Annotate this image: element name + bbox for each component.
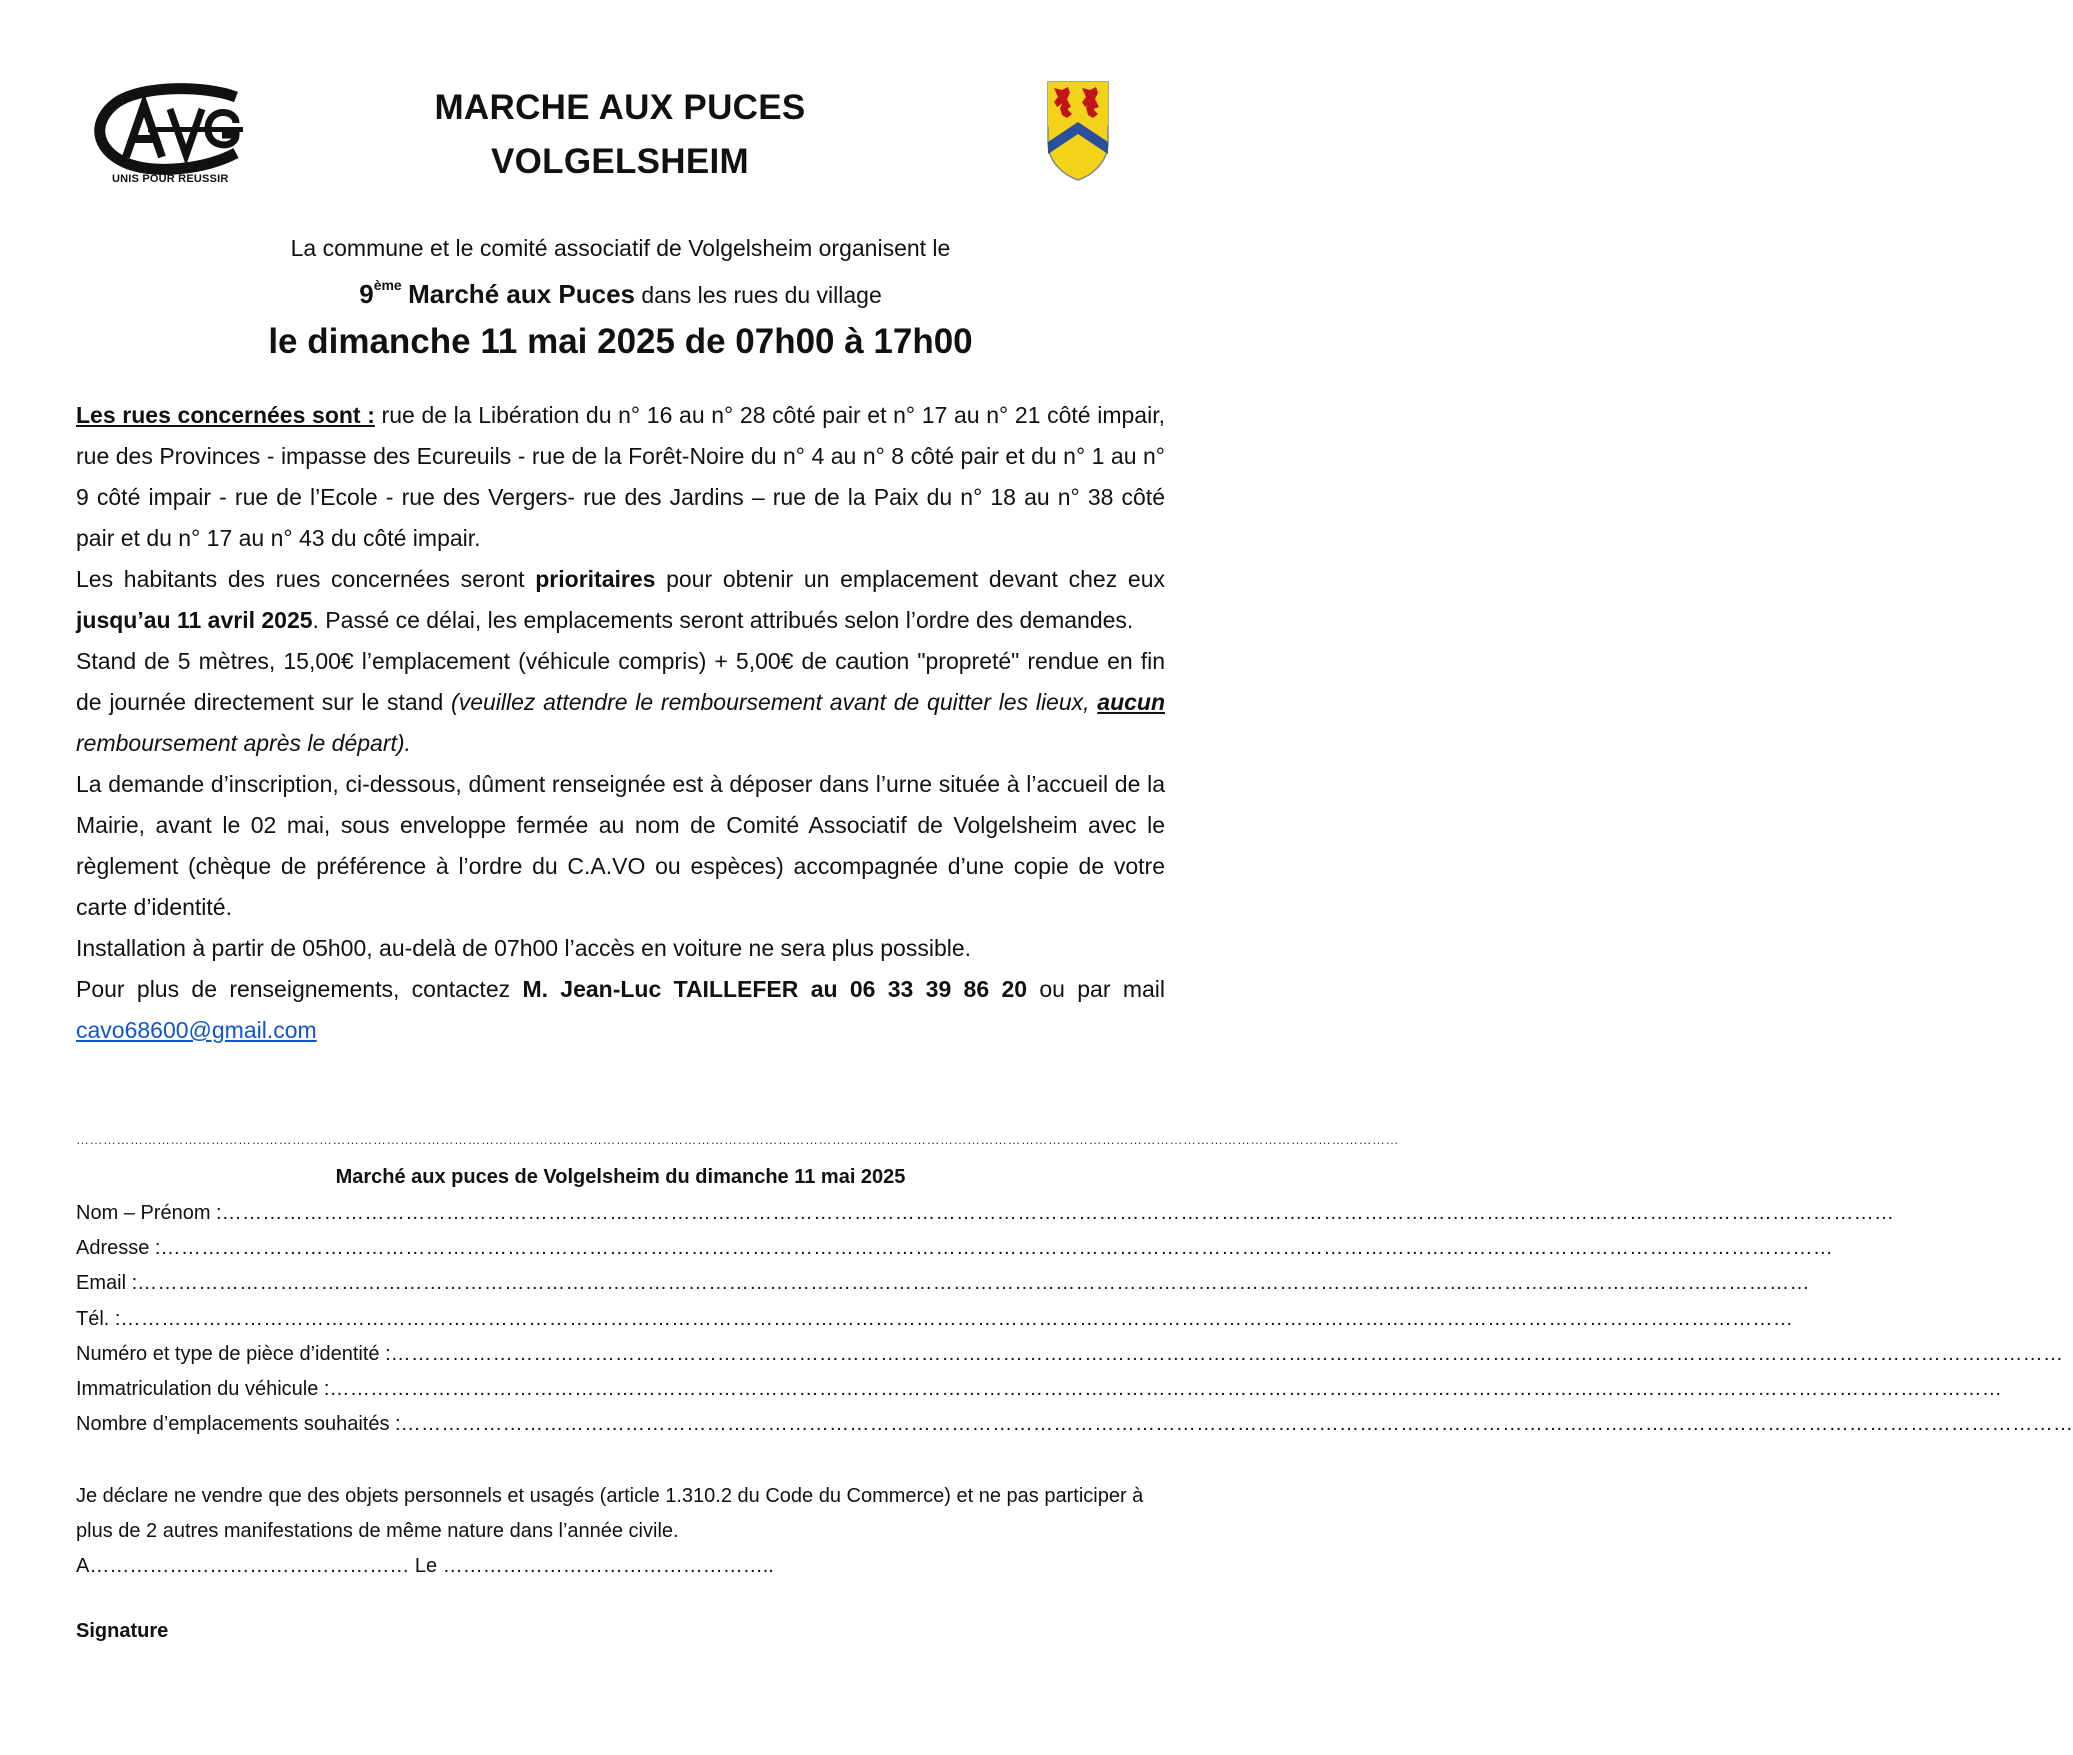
stand-text-d: remboursement après le départ). [76,730,411,756]
installation-paragraph: Installation à partir de 05h00, au-delà de 07h00 l’accès en voiture ne sera plus possible. [76,935,972,961]
stand-text-a: Stand de 5 mètres, 15,00€ l’emplacement (véhicule compris) + 5,00€ de caution "propreté" rendue en fin de journée directement sur le stand [76,648,1165,715]
priority-text-c: pour obtenir un emplacement devant chez eux [655,566,1165,592]
cavo-logo [86,83,256,185]
stand-text-b: (veuillez attendre le remboursement avant de quitter les lieux, [451,689,1098,715]
priority-text-e: . Passé ce délai, les emplacements seront attribués selon l’ordre des demandes. [312,607,1134,633]
streets-paragraph [76,395,1165,559]
field-label: Nombre d’emplacements souhaités : [76,1413,401,1436]
edition-suffix: ème [373,277,402,293]
form-field-email[interactable] [76,1266,1116,1301]
declaration-text: Je déclare ne vendre que des objets personnels et usagés (article 1.310.2 du Code du Commerce) et ne pas participer à plus de 2 autres manifestations de même nature dans l’année civile. [76,1485,1144,1542]
page-title: MARCHE AUX PUCES [434,88,806,127]
priority-text-a: Les habitants des rues concernées seront [76,566,536,592]
form-field-name[interactable] [76,1196,1116,1231]
field-label: Tél. : [76,1307,121,1330]
event-name: Marché aux Puces [408,279,635,309]
event-date: le dimanche 11 mai 2025 de 07h00 à 17h00 [268,322,973,361]
edition-line [0,279,1241,310]
field-line[interactable] [401,1407,2073,1442]
field-label: Nom – Prénom : [76,1202,222,1224]
signature-label: Signature [76,1620,169,1642]
streets-label: Les rues concernées sont : [76,402,375,428]
body-text [76,395,1165,1051]
field-line[interactable] [391,1337,2064,1372]
logo-caption: UNIS POUR REUSSIR [112,173,229,185]
email-link[interactable]: cavo68600@gmail.com [76,1017,317,1043]
priority-text-b: prioritaires [535,566,656,592]
form-field-phone[interactable] [76,1302,1116,1337]
contact-text-a: Pour plus de renseignements, contactez [76,976,523,1002]
field-label: Numéro et type de pièce d’identité : [76,1342,391,1365]
contact-paragraph [76,969,1165,1051]
form-field-spots[interactable] [76,1407,1116,1442]
stand-paragraph [76,641,1165,764]
field-line[interactable] [137,1266,1810,1301]
streets-text: rue de la Libération du n° 16 au n° 28 côté pair et n° 17 au n° 21 côté impair, rue des Provinces - impasse des Ecureuils - rue de la Forêt-Noire du n° 4 au n° 8 côté pair et du n° 1 au n° 9 côté impair - rue de l’Ecole - rue des Vergers- rue des Jardins – rue de la Paix du n° 18 au n° 38 côté pair et du n° 17 au n° 43 du côté impair. [76,402,1165,551]
field-label: Immatriculation du véhicule : [76,1377,330,1400]
priority-deadline: jusqu’au 11 avril 2025 [76,607,313,633]
page-subtitle: VOLGELSHEIM [490,142,750,181]
field-line[interactable] [160,1231,1833,1266]
edition-number: 9 [359,279,374,309]
form-field-plate[interactable] [76,1372,1116,1407]
field-label: Email : [76,1272,138,1295]
field-line[interactable] [222,1196,1895,1231]
field-label: Adresse : [76,1237,161,1260]
registration-form [76,1196,1116,1442]
field-line[interactable] [120,1302,1793,1337]
contact-text-c: ou par mail [1027,976,1165,1002]
cut-line: …………………………………………………………………………………………………………………………………………………………………………………………………………………………………………………………………… [76,1132,1399,1147]
coat-of-arms-icon [1046,80,1110,182]
form-field-address[interactable] [76,1231,1116,1266]
intro-text: La commune et le comité associatif de Volgelsheim organisent le [290,235,951,261]
form-field-id[interactable] [76,1337,1116,1372]
declaration [76,1479,1165,1549]
contact-person: M. Jean-Luc TAILLEFER au 06 33 39 86 20 [522,976,1028,1002]
stand-text-c: aucun [1097,689,1166,715]
field-line[interactable] [329,1372,2002,1407]
priority-paragraph [76,559,1165,641]
place-date-line[interactable]: A………………………………………… Le ………………………………………….. [76,1555,774,1577]
edition-line-rest: dans les rues du village [635,282,882,308]
form-title: Marché aux puces de Volgelsheim du dimanche 11 mai 2025 [335,1166,906,1188]
inscription-paragraph: La demande d’inscription, ci-dessous, dûment renseignée est à déposer dans l’urne située à l’accueil de la Mairie, avant le 02 mai, sous enveloppe fermée au nom de Comité Associatif de Volgelsheim avec le règlement (chèque de préférence à l’ordre du C.A.VO ou espèces) accompagnée d’une copie de votre carte d’identité. [76,771,1165,920]
